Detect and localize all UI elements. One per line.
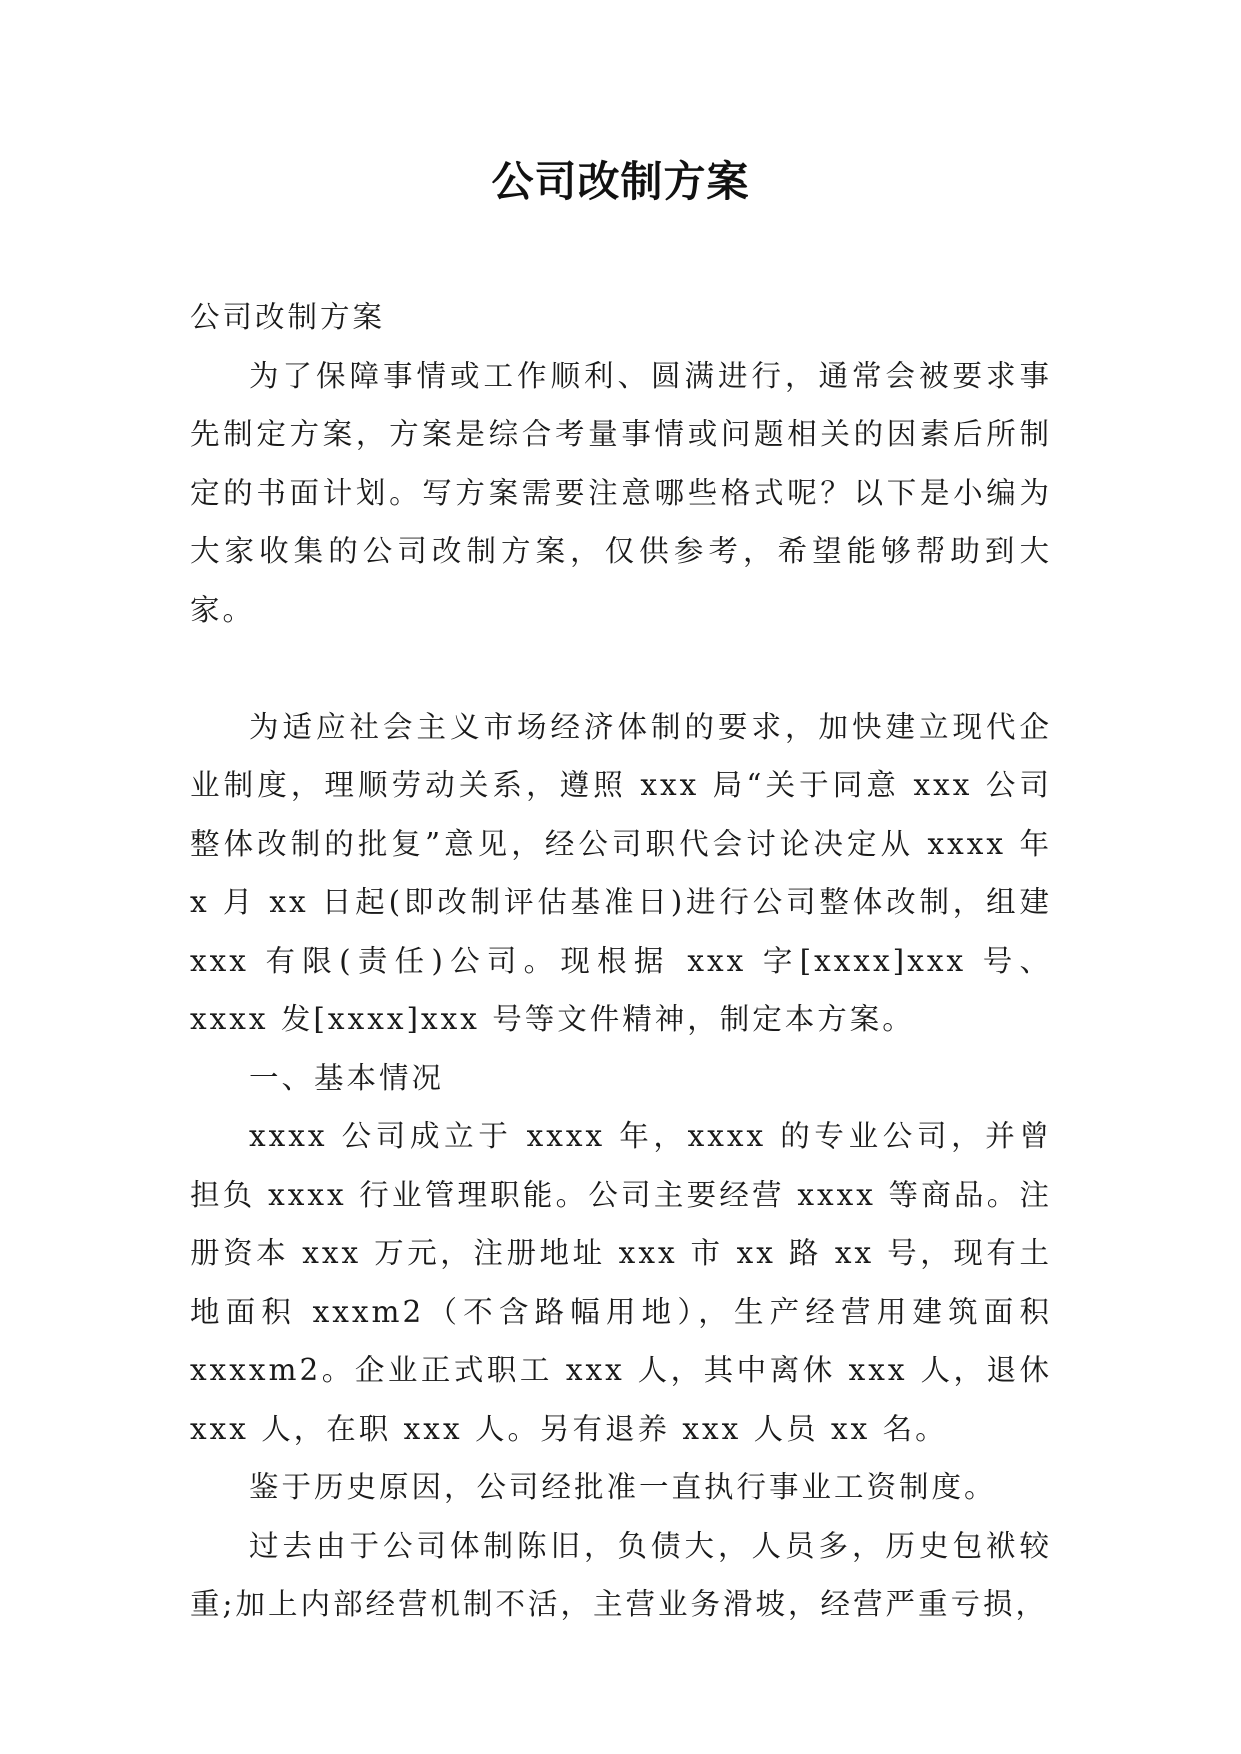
intro-paragraph: 为了保障事情或工作顺利、圆满进行，通常会被要求事先制定方案，方案是综合考量事情或问题相关的因素后所制定的书面计划。写方案需要注意哪些格式呢？以下是小编为大家收集的公司改制方案，仅供参考，希望能够帮助到大家。 bbox=[190, 358, 1052, 627]
document-body bbox=[190, 288, 1052, 1634]
preamble-paragraph: 为适应社会主义市场经济体制的要求，加快建立现代企业制度，理顺劳动关系，遵照 xxx 局“关于同意 xxx 公司整体改制的批复”意见，经公司职代会讨论决定从 xxxx 年 x 月 xx 日起(即改制评估基准日)进行公司整体改制，组建 xxx 有限(责任)公司。现根据 xxx 字[xxxx]xxx 号、xxxx 发[xxxx]xxx 号等文件精神，制定本方案。 bbox=[190, 709, 1052, 1036]
basic-info-paragraph: xxxx 公司成立于 xxxx 年，xxxx 的专业公司，并曾担负 xxxx 行业管理职能。公司主要经营 xxxx 等商品。注册资本 xxx 万元，注册地址 xxx 市 xx 路 xx 号，现有土地面积 xxxm2（不含路幅用地），生产经营用建筑面积 xxxxm2。企业正式职工 xxx 人，其中离休 xxx 人，退休 xxx 人，在职 xxx 人。另有退养 xxx 人员 xx 名。 bbox=[190, 1119, 1052, 1446]
wage-history-paragraph: 鉴于历史原因，公司经批准一直执行事业工资制度。 bbox=[249, 1470, 997, 1504]
section-heading-basic-info: 一、基本情况 bbox=[249, 1060, 445, 1095]
blank-line bbox=[190, 639, 1052, 698]
subtitle-line: 公司改制方案 bbox=[190, 300, 386, 334]
past-issues-paragraph: 过去由于公司体制陈旧，负债大，人员多，历史包袱较重;加上内部经营机制不活，主营业务滑坡，经营严重亏损， bbox=[190, 1528, 1052, 1621]
document-title: 公司改制方案 bbox=[491, 157, 750, 206]
